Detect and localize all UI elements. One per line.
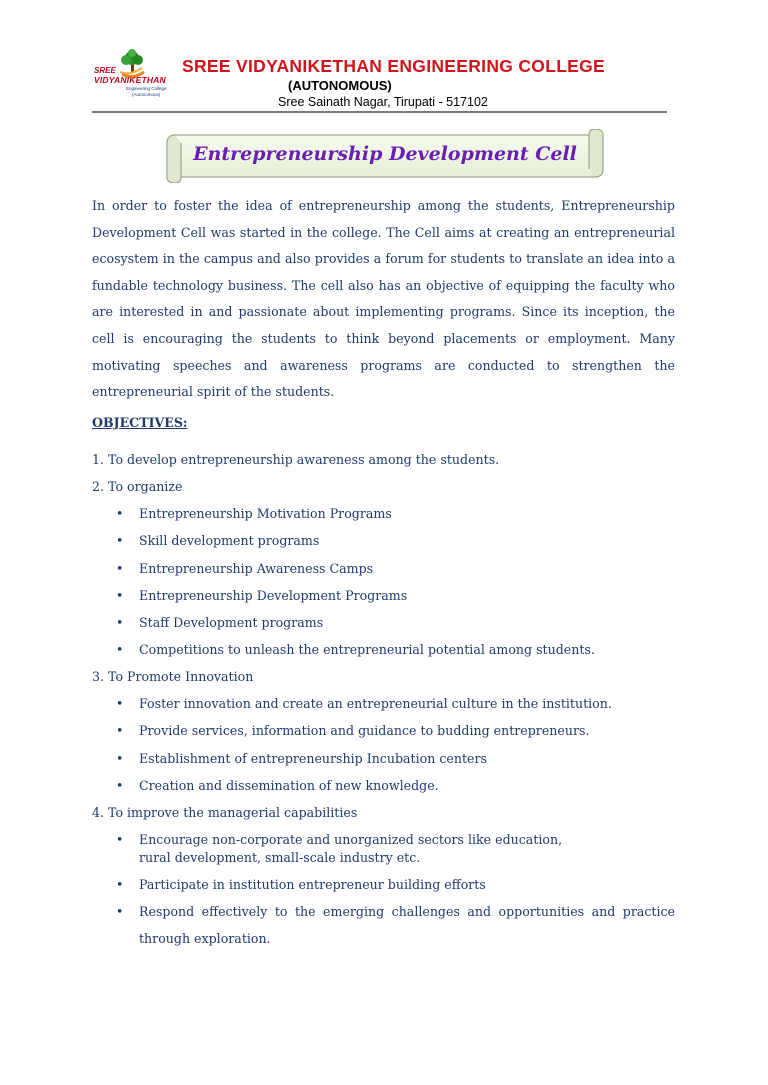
- page-header: [92, 48, 682, 118]
- bullet-icon: •: [116, 533, 124, 548]
- list-item-text: Entrepreneurship Development Programs: [139, 588, 408, 603]
- bullet-icon: •: [116, 615, 124, 630]
- list-item-text: Competitions to unleash the entrepreneurial potential among students.: [139, 642, 595, 657]
- bullet-icon: •: [116, 778, 124, 793]
- header-divider: [92, 111, 667, 113]
- list-item-text: Entrepreneurship Motivation Programs: [139, 506, 392, 521]
- autonomous-label: (AUTONOMOUS): [288, 78, 392, 93]
- logo-text-vidyanikethan: VIDYANIKETHAN: [94, 75, 166, 85]
- bullet-icon: •: [116, 904, 124, 919]
- list-item-text: Entrepreneurship Awareness Camps: [139, 561, 374, 576]
- bullet-icon: •: [116, 588, 124, 603]
- objective-item: 3. To Promote Innovation: [92, 669, 254, 684]
- list-item-text: Participate in institution entrepreneur building efforts: [139, 877, 486, 892]
- list-item-text: rural development, small-scale industry etc.: [139, 850, 421, 865]
- bullet-icon: •: [116, 642, 124, 657]
- list-item-text: Skill development programs: [139, 533, 320, 548]
- objective-item: 1. To develop entrepreneurship awareness among the students.: [92, 452, 500, 467]
- list-item-text: Encourage non-corporate and unorganized sectors like education,: [139, 832, 563, 847]
- bullet-icon: •: [116, 561, 124, 576]
- title-scroll-banner: [165, 129, 605, 183]
- bullet-icon: •: [116, 506, 124, 521]
- bullet-icon: •: [116, 832, 124, 847]
- list-item-text: Provide services, information and guidance to budding entrepreneurs.: [139, 723, 590, 738]
- page-title: Entrepreneurship Development Cell: [193, 143, 577, 165]
- bullet-icon: •: [116, 696, 124, 711]
- list-item-text: Staff Development programs: [139, 615, 324, 630]
- bullet-icon: •: [116, 751, 124, 766]
- logo-text-engineering: Engineering College: [126, 86, 167, 91]
- list-item-text: Creation and dissemination of new knowledge.: [139, 778, 439, 793]
- bullet-icon: •: [116, 723, 124, 738]
- objective-item: 2. To organize: [92, 479, 183, 494]
- list-item-text: Establishment of entrepreneurship Incubation centers: [139, 751, 487, 766]
- college-name: SREE VIDYANIKETHAN ENGINEERING COLLEGE: [182, 56, 606, 76]
- objective-item: 4. To improve the managerial capabilities: [92, 805, 358, 820]
- list-item-text: Foster innovation and create an entrepreneurial culture in the institution.: [139, 696, 612, 711]
- list-item-text: Respond effectively to the emerging challenges and opportunities and practice through exploration.: [139, 904, 675, 946]
- intro-paragraph: In order to foster the idea of entrepreneurship among the students, Entrepreneurship Development Cell was started in the college. The Cell aims at creating an entrepreneurial ecosystem in the campus and also provides a forum for students to translate an idea into a fundable technology business. The cell also has an objective of equipping the faculty who are interested in and passionate about implementing programs. Since its inception, the cell is encouraging the students to think beyond placements or employment. Many motivating speeches and awareness programs are conducted to strengthen the entrepreneurial spirit of the students.: [92, 198, 675, 400]
- logo-text-sree: SREE: [94, 66, 116, 75]
- objectives-heading: OBJECTIVES:: [92, 415, 188, 430]
- college-address: Sree Sainath Nagar, Tirupati - 517102: [278, 95, 488, 109]
- logo-text-autonomous: (Autonomous): [132, 92, 161, 97]
- bullet-icon: •: [116, 877, 124, 892]
